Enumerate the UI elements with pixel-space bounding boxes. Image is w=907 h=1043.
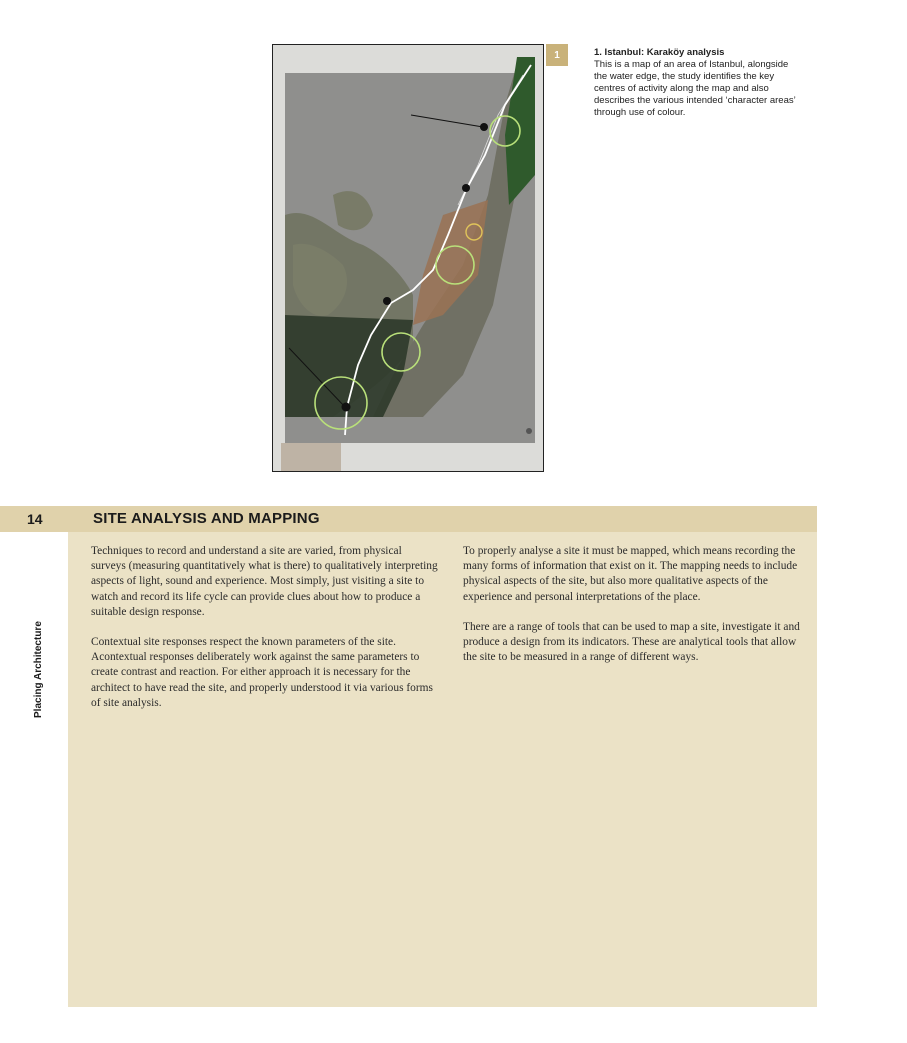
content-panel (68, 506, 817, 1007)
section-header-band (68, 506, 817, 532)
caption-body: This is a map of an area of Istanbul, alongside the water edge, the study identifies the key centres of activity along the map and also describes the various intended ‘character areas’ through use of colour. (594, 59, 796, 118)
body-paragraph: Techniques to record and understand a site are varied, from physical surveys (measuring quantitatively what is there) to qualitatively interpreting aspects of light, sound and experience. Most simply, just visiting a site to watch and record its life cycle can provide clues about how to produce a suitable design response. (91, 545, 438, 618)
body-paragraph: There are a range of tools that can be used to map a site, investigate it and produce a design from its indicators. These are analytical tools that allow the site to be measured in a range of different ways. (463, 620, 800, 664)
site-map-image (273, 45, 544, 472)
site-map-figure (272, 44, 544, 472)
left-column (91, 544, 439, 726)
figure-number-badge: 1 (546, 44, 568, 66)
body-paragraph: To properly analyse a site it must be mapped, which means recording the many forms of information that exist on it. The mapping needs to include physical aspects of the site, but also more qualitative aspects of the experience and personal interpretations of the place. (463, 545, 798, 603)
right-column (463, 544, 811, 680)
body-paragraph: Contextual site responses respect the known parameters of the site. Acontextual responses deliberately work against the same parameters to create contrast and reaction. For either approach it is necessary for the architect to have read the site, and properly understood it via various forms of site analysis. (91, 636, 433, 709)
figure-caption (594, 47, 799, 119)
page-number: 14 (27, 511, 43, 527)
running-head: Placing Architecture (33, 621, 44, 718)
section-title: SITE ANALYSIS AND MAPPING (93, 510, 320, 527)
caption-title: 1. Istanbul: Karaköy analysis (594, 47, 725, 58)
